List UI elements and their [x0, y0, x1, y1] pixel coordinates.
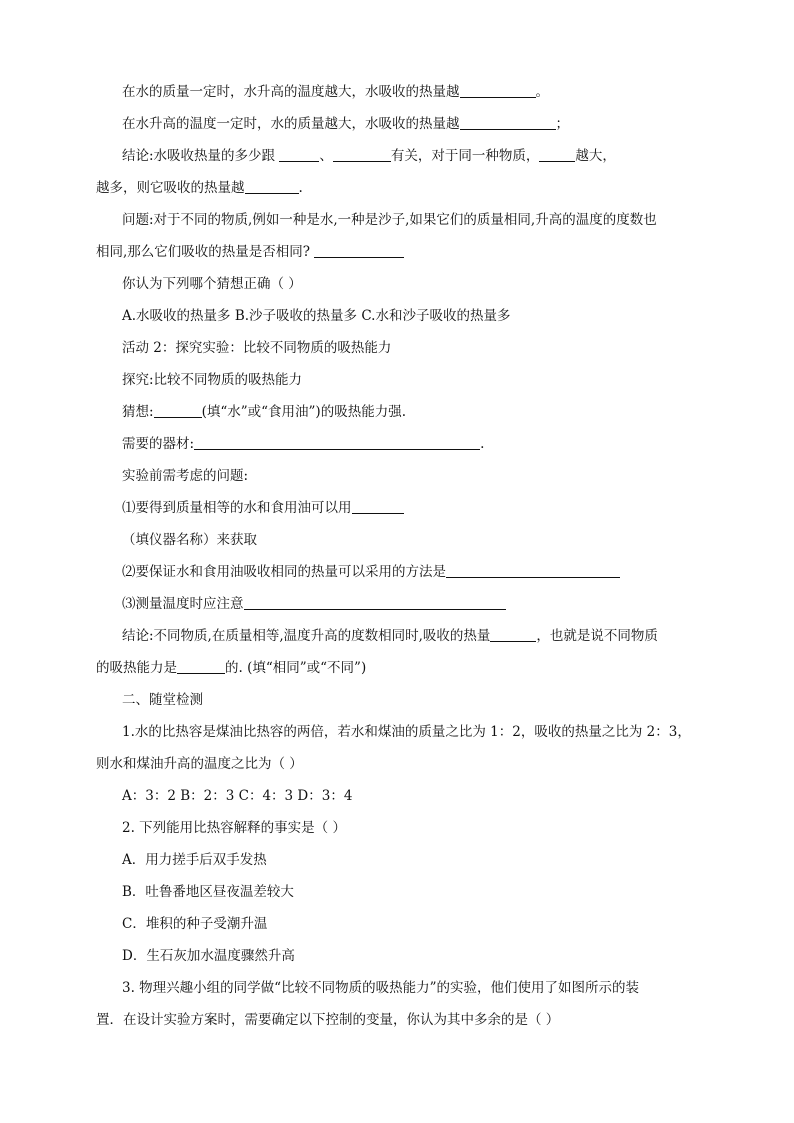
- text-segment: C．堆积的种子受潮升温: [122, 916, 268, 932]
- text-line-conclusion-2: [122, 627, 658, 645]
- text-segment: 二、随堂检测: [122, 692, 203, 708]
- text-line-conclusion-2-cont: [96, 659, 366, 677]
- text-line-guess: [122, 275, 302, 293]
- text-line-item-1: [122, 499, 404, 517]
- text-line-q2-a: [122, 851, 267, 869]
- fill-blank[interactable]: [460, 115, 556, 130]
- text-segment: 越大，: [575, 148, 616, 164]
- fill-blank[interactable]: [490, 627, 536, 642]
- text-segment: .: [298, 180, 303, 196]
- text-line-q1: [122, 723, 691, 741]
- text-segment: ⑴要得到质量相等的水和食用油可以用: [122, 500, 352, 516]
- text-line-item-2: [122, 563, 620, 581]
- text-segment: 在水升高的温度一定时，水的质量越大，水吸收的热量越: [122, 116, 460, 132]
- text-line-q2-b: [122, 883, 294, 901]
- text-segment: .: [480, 436, 485, 452]
- fill-blank[interactable]: [446, 563, 620, 578]
- text-segment: 1.水的比热容是煤油比热容的两倍，若水和煤油的质量之比为 1：2，吸收的热量之比为 2：3，: [122, 724, 691, 740]
- text-segment: A．用力搓手后双手发热: [122, 852, 267, 868]
- fill-blank[interactable]: [460, 83, 536, 98]
- text-line-item-1-cont: [122, 531, 257, 549]
- text-segment: (填“水”或“食用油”)的吸热能力强.: [201, 404, 406, 420]
- text-segment: 需要的器材:: [122, 436, 195, 452]
- text-segment: 猜想:: [122, 404, 154, 420]
- text-segment: B．吐鲁番地区昼夜温差较大: [122, 884, 294, 900]
- text-line-question-cont: [96, 243, 404, 261]
- fill-blank[interactable]: [245, 179, 299, 194]
- text-line-q1-options: [122, 787, 352, 805]
- fill-blank[interactable]: [154, 403, 202, 418]
- text-segment: 实验前需考虑的问题:: [122, 468, 249, 484]
- text-segment: ⑵要保证水和食用油吸收相同的热量可以采用的方法是: [122, 564, 446, 580]
- text-segment: ；: [555, 116, 569, 132]
- text-segment: （填仪器名称）来获取: [122, 532, 257, 548]
- text-segment: 探究:比较不同物质的吸热能力: [122, 372, 303, 388]
- text-segment: 问题:对于不同的物质,例如一种是水,一种是沙子,如果它们的质量相同,升高的温度的度数也: [122, 212, 657, 228]
- text-segment: 有关，对于同一种物质，: [390, 148, 540, 164]
- text-segment: D．生石灰加水温度骤然升高: [122, 948, 295, 964]
- fill-blank[interactable]: [194, 435, 480, 450]
- text-line-question: [122, 211, 657, 229]
- fill-blank[interactable]: [279, 147, 319, 162]
- text-segment: A：3：2 B：2：3 C：4：3 D：3：4: [122, 788, 353, 804]
- text-line-q1-cont: [96, 755, 303, 773]
- fill-blank[interactable]: [539, 147, 575, 162]
- text-segment: ⑶测量温度时应注意: [122, 596, 244, 612]
- text-line-q3: [122, 979, 639, 997]
- fill-blank[interactable]: [333, 147, 391, 162]
- text-line-conclusion: [122, 147, 616, 165]
- text-line-q3-cont: [96, 1011, 559, 1029]
- text-segment: 相同,那么它们吸收的热量是否相同?: [96, 244, 315, 260]
- text-segment: 置．在设计实验方案时，需要确定以下控制的变量，你认为其中多余的是（ ）: [96, 1012, 560, 1028]
- text-segment: 的. (填“相同”或“不同”): [225, 660, 367, 676]
- text-line-heat-temp: [122, 83, 549, 101]
- text-line-heat-mass: [122, 115, 569, 133]
- text-line-hypothesis: [122, 403, 406, 421]
- fill-blank[interactable]: [244, 595, 506, 610]
- text-segment: 、: [319, 148, 333, 164]
- text-line-q2-d: [122, 947, 295, 965]
- text-segment: 2. 下列能用比热容解释的事实是（ ）: [122, 820, 346, 836]
- text-segment: 你认为下列哪个猜想正确（ ）: [122, 276, 302, 292]
- text-segment: A.水吸收的热量多 B.沙子吸收的热量多 C.水和沙子吸收的热量多: [122, 308, 511, 324]
- text-segment: 。: [535, 84, 549, 100]
- text-segment: 的吸热能力是: [96, 660, 177, 676]
- text-line-q2-c: [122, 915, 267, 933]
- text-segment: 越多，则它吸收的热量越: [96, 180, 245, 196]
- text-line-q2: [122, 819, 346, 837]
- text-segment: 则水和煤油升高的温度之比为（ ）: [96, 756, 303, 772]
- text-line-equipment: [122, 435, 484, 453]
- text-line-item-3: [122, 595, 506, 613]
- fill-blank[interactable]: [314, 243, 404, 258]
- text-segment: 3. 物理兴趣小组的同学做“比较不同物质的吸热能力”的实验，他们使用了如图所示的装: [122, 980, 639, 996]
- text-segment: 活动 2：探究实验：比较不同物质的吸热能力: [122, 340, 392, 356]
- text-line-activity: [122, 339, 391, 357]
- text-segment: 结论:不同物质,在质量相等,温度升高的度数相同时,吸收的热量: [122, 628, 491, 644]
- text-segment: 结论:水吸收热量的多少跟: [122, 148, 280, 164]
- fill-blank[interactable]: [352, 499, 404, 514]
- text-line-conclusion-cont: [96, 179, 303, 197]
- text-line-preconsider: [122, 467, 248, 485]
- fill-blank[interactable]: [177, 659, 225, 674]
- text-line-explore: [122, 371, 302, 389]
- text-segment: 在水的质量一定时，水升高的温度越大，水吸收的热量越: [122, 84, 460, 100]
- text-segment: ，也就是说不同物质: [536, 628, 658, 644]
- section-heading: [122, 691, 203, 709]
- text-line-options: [122, 307, 510, 325]
